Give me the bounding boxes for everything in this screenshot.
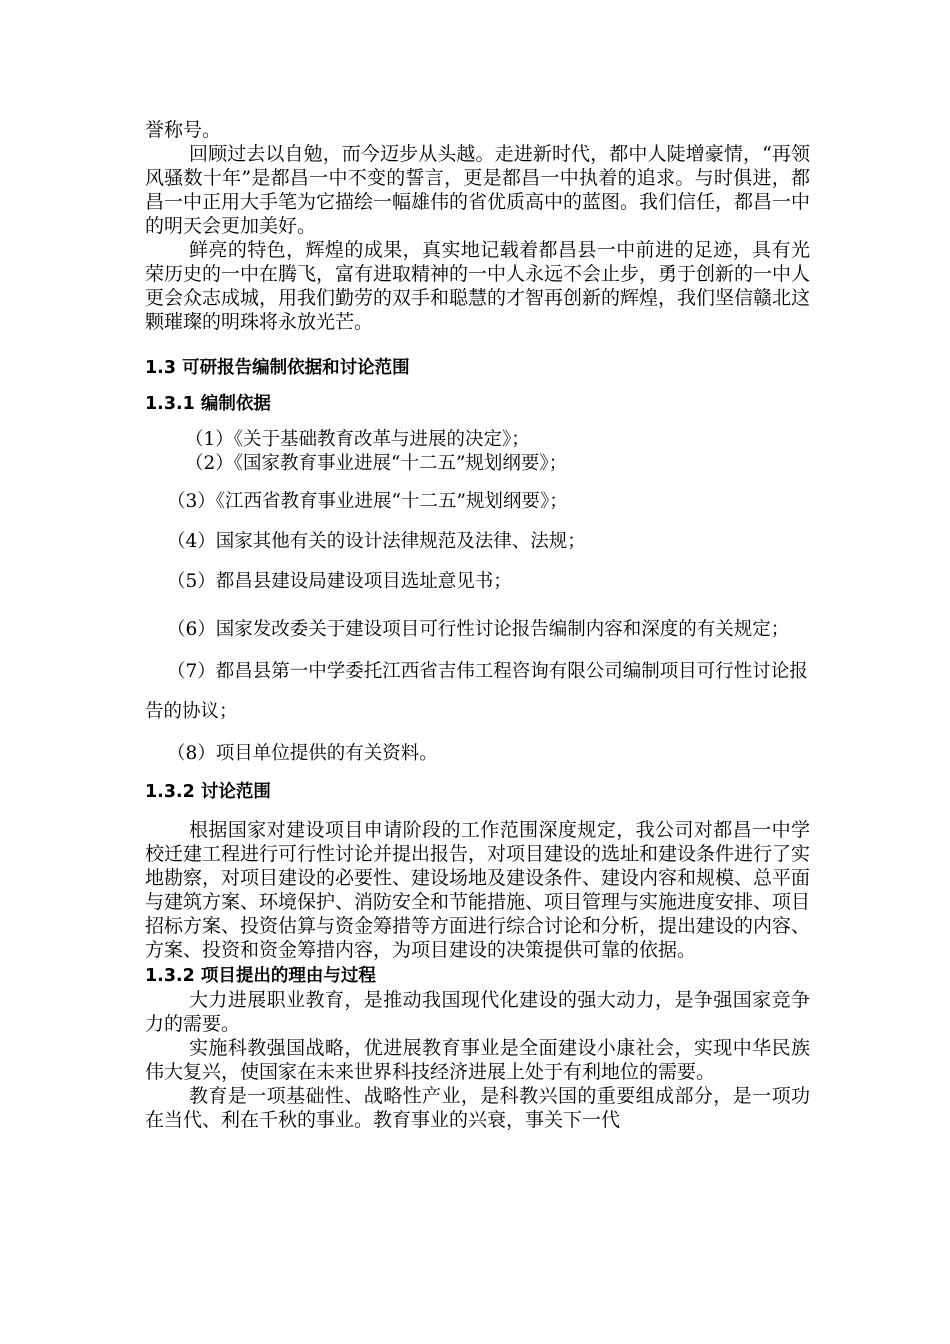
basis-item-2: （2）《国家教育事业进展“十二五”规划纲要》； — [185, 453, 568, 474]
basis-item-5: （5）都昌县建设局建设项目选址意见书； — [167, 571, 512, 592]
paragraph-vocational: 大力进展职业教育，是推动我国现代化建设的强大动力，是争强国家竞争力的需要。 — [145, 989, 810, 1035]
basis-item-1: （1）《关于基础教育改革与进展的决定》； — [185, 429, 530, 450]
continuation-text: 誉称号。 — [145, 119, 222, 141]
heading-1-3: 1.3 可研报告编制依据和讨论范围 — [145, 358, 410, 378]
basis-item-7: （7）都昌县第一中学委托江西省吉伟工程咨询有限公司编制项目可行性讨论报告的协议； — [145, 661, 808, 722]
heading-1-3-1: 1.3.1 编制依据 — [145, 394, 271, 414]
basis-item-8: （8）项目单位提供的有关资料。 — [167, 743, 438, 764]
paragraph-review: 回顾过去以自勉，而今迈步从头越。走进新时代，都中人陡增豪情，“再领风骚数十年”是都昌一中不变的誓言，更是都昌一中执着的追求。与时俱进，都昌一中正用大手笔为它描绘一幅雄伟的省优质高中的蓝图。我们信任，都昌一中的明天会更加美好。 — [145, 143, 811, 237]
document-page — [145, 118, 810, 1132]
basis-item-6: （6）国家发改委关于建设项目可行性讨论报告编制内容和深度的有关规定； — [167, 619, 790, 640]
heading-1-3-2-reasons: 1.3.2 项目提出的理由与过程 — [145, 966, 376, 986]
heading-1-3-2-scope: 1.3.2 讨论范围 — [145, 782, 271, 802]
paragraph-strategy: 实施科教强国战略，优进展教育事业是全面建设小康社会，实现中华民族伟大复兴，使国家在未来世界科技经济进展上处于有利地位的需要。 — [145, 1037, 810, 1083]
paragraph-scope: 根据国家对建设项目申请阶段的工作范围深度规定，我公司对都昌一中学校迁建工程进行可行性讨论并提出报告，对项目建设的选址和建设条件进行了实地勘察，对项目建设的必要性、建设场地及建设条件、建设内容和规模、总平面与建筑方案、环境保护、消防安全和节能措施、项目管理与实施进度安排、项目招标方案、投资估算与资金筹措等方面进行综合讨论和分析，提出建设的内容、方案、投资和资金筹措内容，为项目建设的决策提供可靠的依据。 — [145, 819, 811, 961]
basis-item-3: （3）《江西省教育事业进展“十二五”规划纲要》； — [167, 491, 568, 512]
paragraph-education: 教育是一项基础性、战略性产业，是科教兴国的重要组成部分，是一项功在当代、利在千秋的事业。教育事业的兴衰，事关下一代 — [145, 1085, 810, 1131]
basis-item-4: （4）国家其他有关的设计法律规范及法律、法规； — [167, 531, 586, 552]
paragraph-features: 鲜亮的特色，辉煌的成果，真实地记载着都昌县一中前进的足迹，具有光荣历史的一中在腾飞，富有进取精神的一中人永远不会止步，勇于创新的一中人更会众志成城，用我们勤劳的双手和聪慧的才智再创新的辉煌，我们坚信赣北这颗璀璨的明珠将永放光芒。 — [145, 239, 811, 333]
